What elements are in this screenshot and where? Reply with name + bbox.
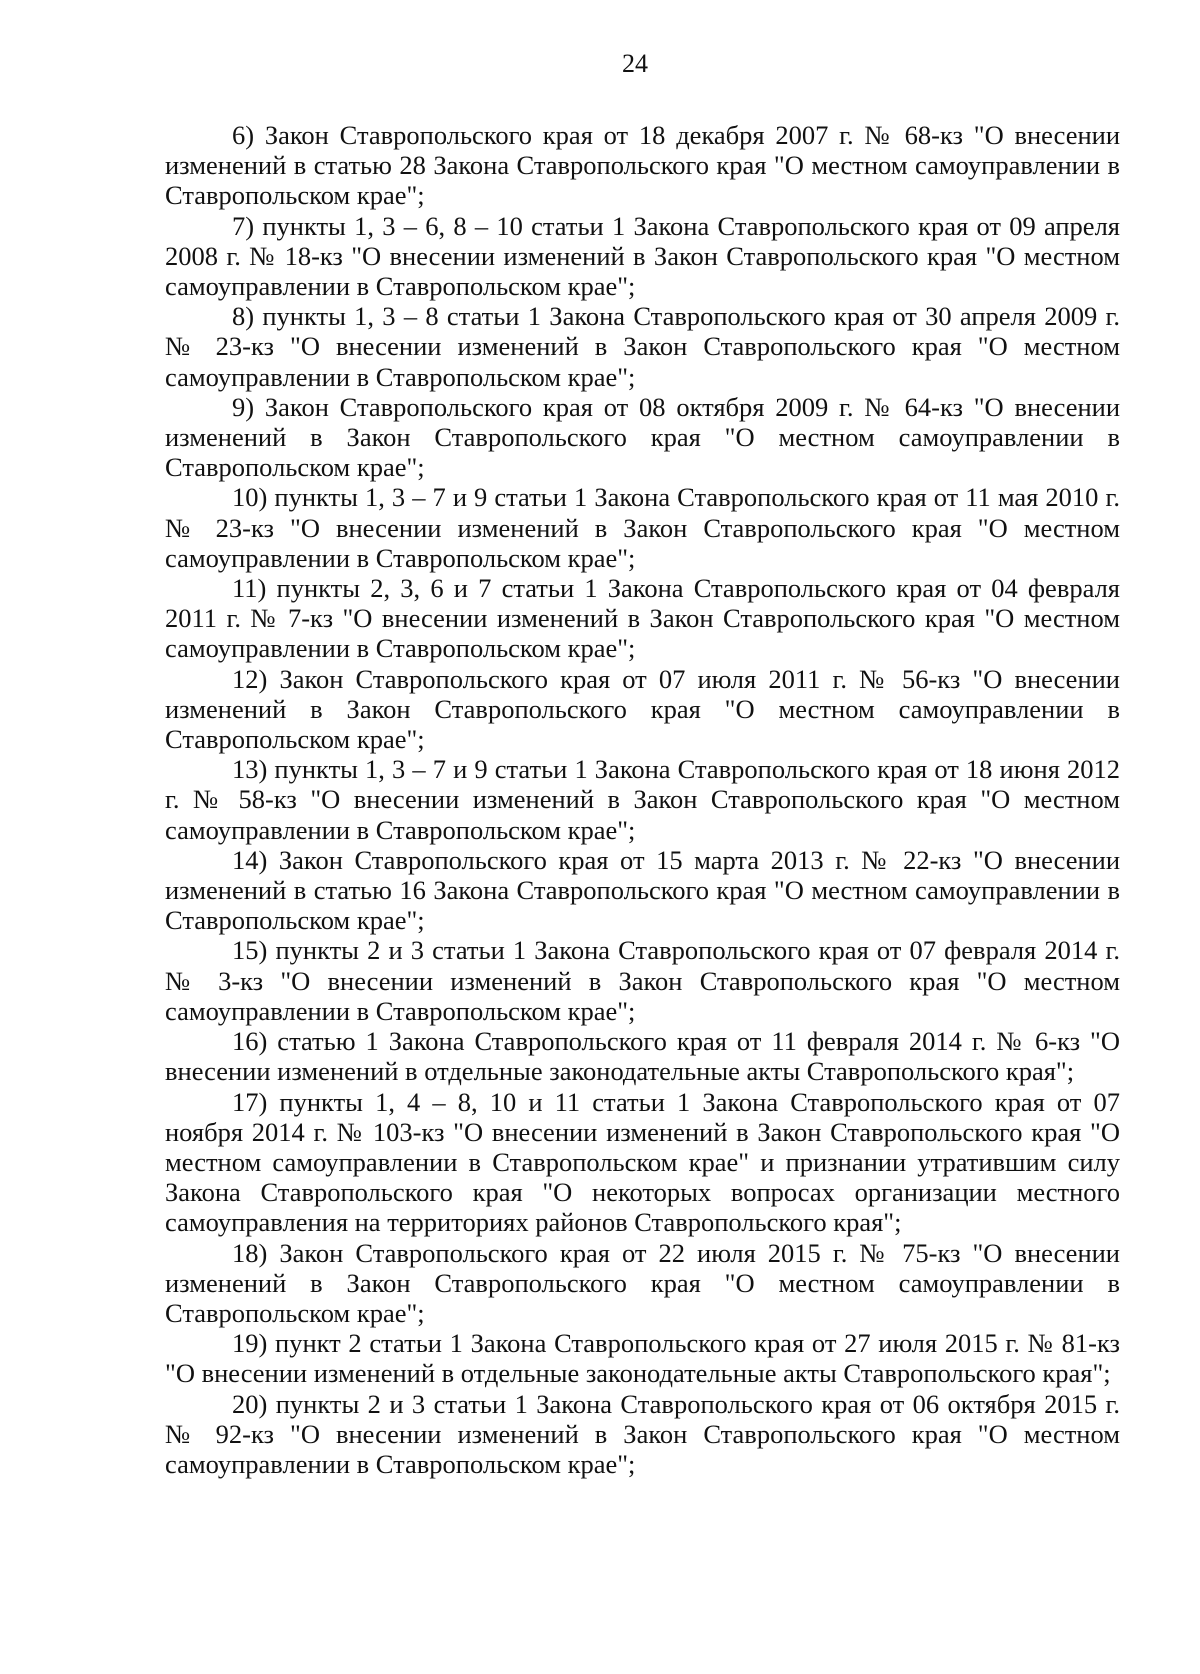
page-number: 24 (622, 49, 648, 78)
list-item: 10) пункты 1, 3 – 7 и 9 статьи 1 Закона Ставропольского края от 11 мая 2010 г. № 23-кз "О внесении изменений в Закон Ставропольского края "О местном самоуправлении в Ставропольском крае"; (165, 482, 1120, 573)
list-item: 19) пункт 2 статьи 1 Закона Ставропольского края от 27 июля 2015 г. № 81-кз "О внесении изменений в отдельные законодательные акты Ставропольского края"; (165, 1328, 1120, 1389)
list-item: 17) пункты 1, 4 – 8, 10 и 11 статьи 1 Закона Ставропольского края от 07 ноября 2014 г. № 103-кз "О внесении изменений в Закон Ставропольского края "О местном самоуправлении в Ставропольском крае" и признании утратившим силу Закона Ставропольского края "О некоторых вопросах организации местного самоуправления на территориях районов Ставропольского края"; (165, 1086, 1120, 1238)
list-item: 16) статью 1 Закона Ставропольского края от 11 февраля 2014 г. № 6-кз "О внесении изменений в отдельные законодательные акты Ставропольского края"; (165, 1026, 1120, 1087)
list-item: 18) Закон Ставропольского края от 22 июля 2015 г. № 75-кз "О внесении изменений в Закон Ставропольского края "О местном самоуправлении в Ставропольском крае"; (165, 1237, 1120, 1328)
list-item: 6) Закон Ставропольского края от 18 декабря 2007 г. № 68-кз "О внесении изменений в статью 28 Закона Ставропольского края "О местном самоуправлении в Ставропольском крае"; (165, 120, 1120, 211)
list-item: 14) Закон Ставропольского края от 15 марта 2013 г. № 22-кз "О внесении изменений в статью 16 Закона Ставропольского края "О местном самоуправлении в Ставропольском крае"; (165, 844, 1120, 936)
list-item: 11) пункты 2, 3, 6 и 7 статьи 1 Закона Ставропольского края от 04 февраля 2011 г. № 7-кз "О внесении изменений в Закон Ставропольского края "О местном самоуправлении в Ставропольском крае"; (165, 573, 1120, 664)
list-item: 12) Закон Ставропольского края от 07 июля 2011 г. № 56-кз "О внесении изменений в Закон Ставропольского края "О местном самоуправлении в Ставропольском крае"; (165, 663, 1120, 755)
list-item: 20) пункты 2 и 3 статьи 1 Закона Ставропольского края от 06 октября 2015 г. № 92-кз "О внесении изменений в Закон Ставропольского края "О местном самоуправлении в Ставропольском крае"; (165, 1388, 1120, 1479)
list-item: 9) Закон Ставропольского края от 08 октября 2009 г. № 64-кз "О внесении изменений в Закон Ставропольского края "О местном самоуправлении в Ставропольском крае"; (165, 391, 1120, 483)
list-item: 13) пункты 1, 3 – 7 и 9 статьи 1 Закона Ставропольского края от 18 июня 2012 г. № 58-кз "О внесении изменений в Закон Ставропольского края "О местном самоуправлении в Ставропольском крае"; (165, 754, 1120, 845)
list-item: 8) пункты 1, 3 – 8 статьи 1 Закона Ставропольского края от 30 апреля 2009 г. № 23-кз "О внесении изменений в Закон Ставропольского края "О местном самоуправлении в Ставропольском крае"; (165, 301, 1120, 392)
list-item: 15) пункты 2 и 3 статьи 1 Закона Ставропольского края от 07 февраля 2014 г. № 3-кз "О внесении изменений в Закон Ставропольского края "О местном самоуправлении в Ставропольском крае"; (165, 935, 1120, 1026)
document-body (165, 120, 1120, 1479)
list-item: 7) пункты 1, 3 – 6, 8 – 10 статьи 1 Закона Ставропольского края от 09 апреля 2008 г. № 18-кз "О внесении изменений в Закон Ставропольского края "О местном самоуправлении в Ставропольском крае"; (165, 210, 1120, 302)
